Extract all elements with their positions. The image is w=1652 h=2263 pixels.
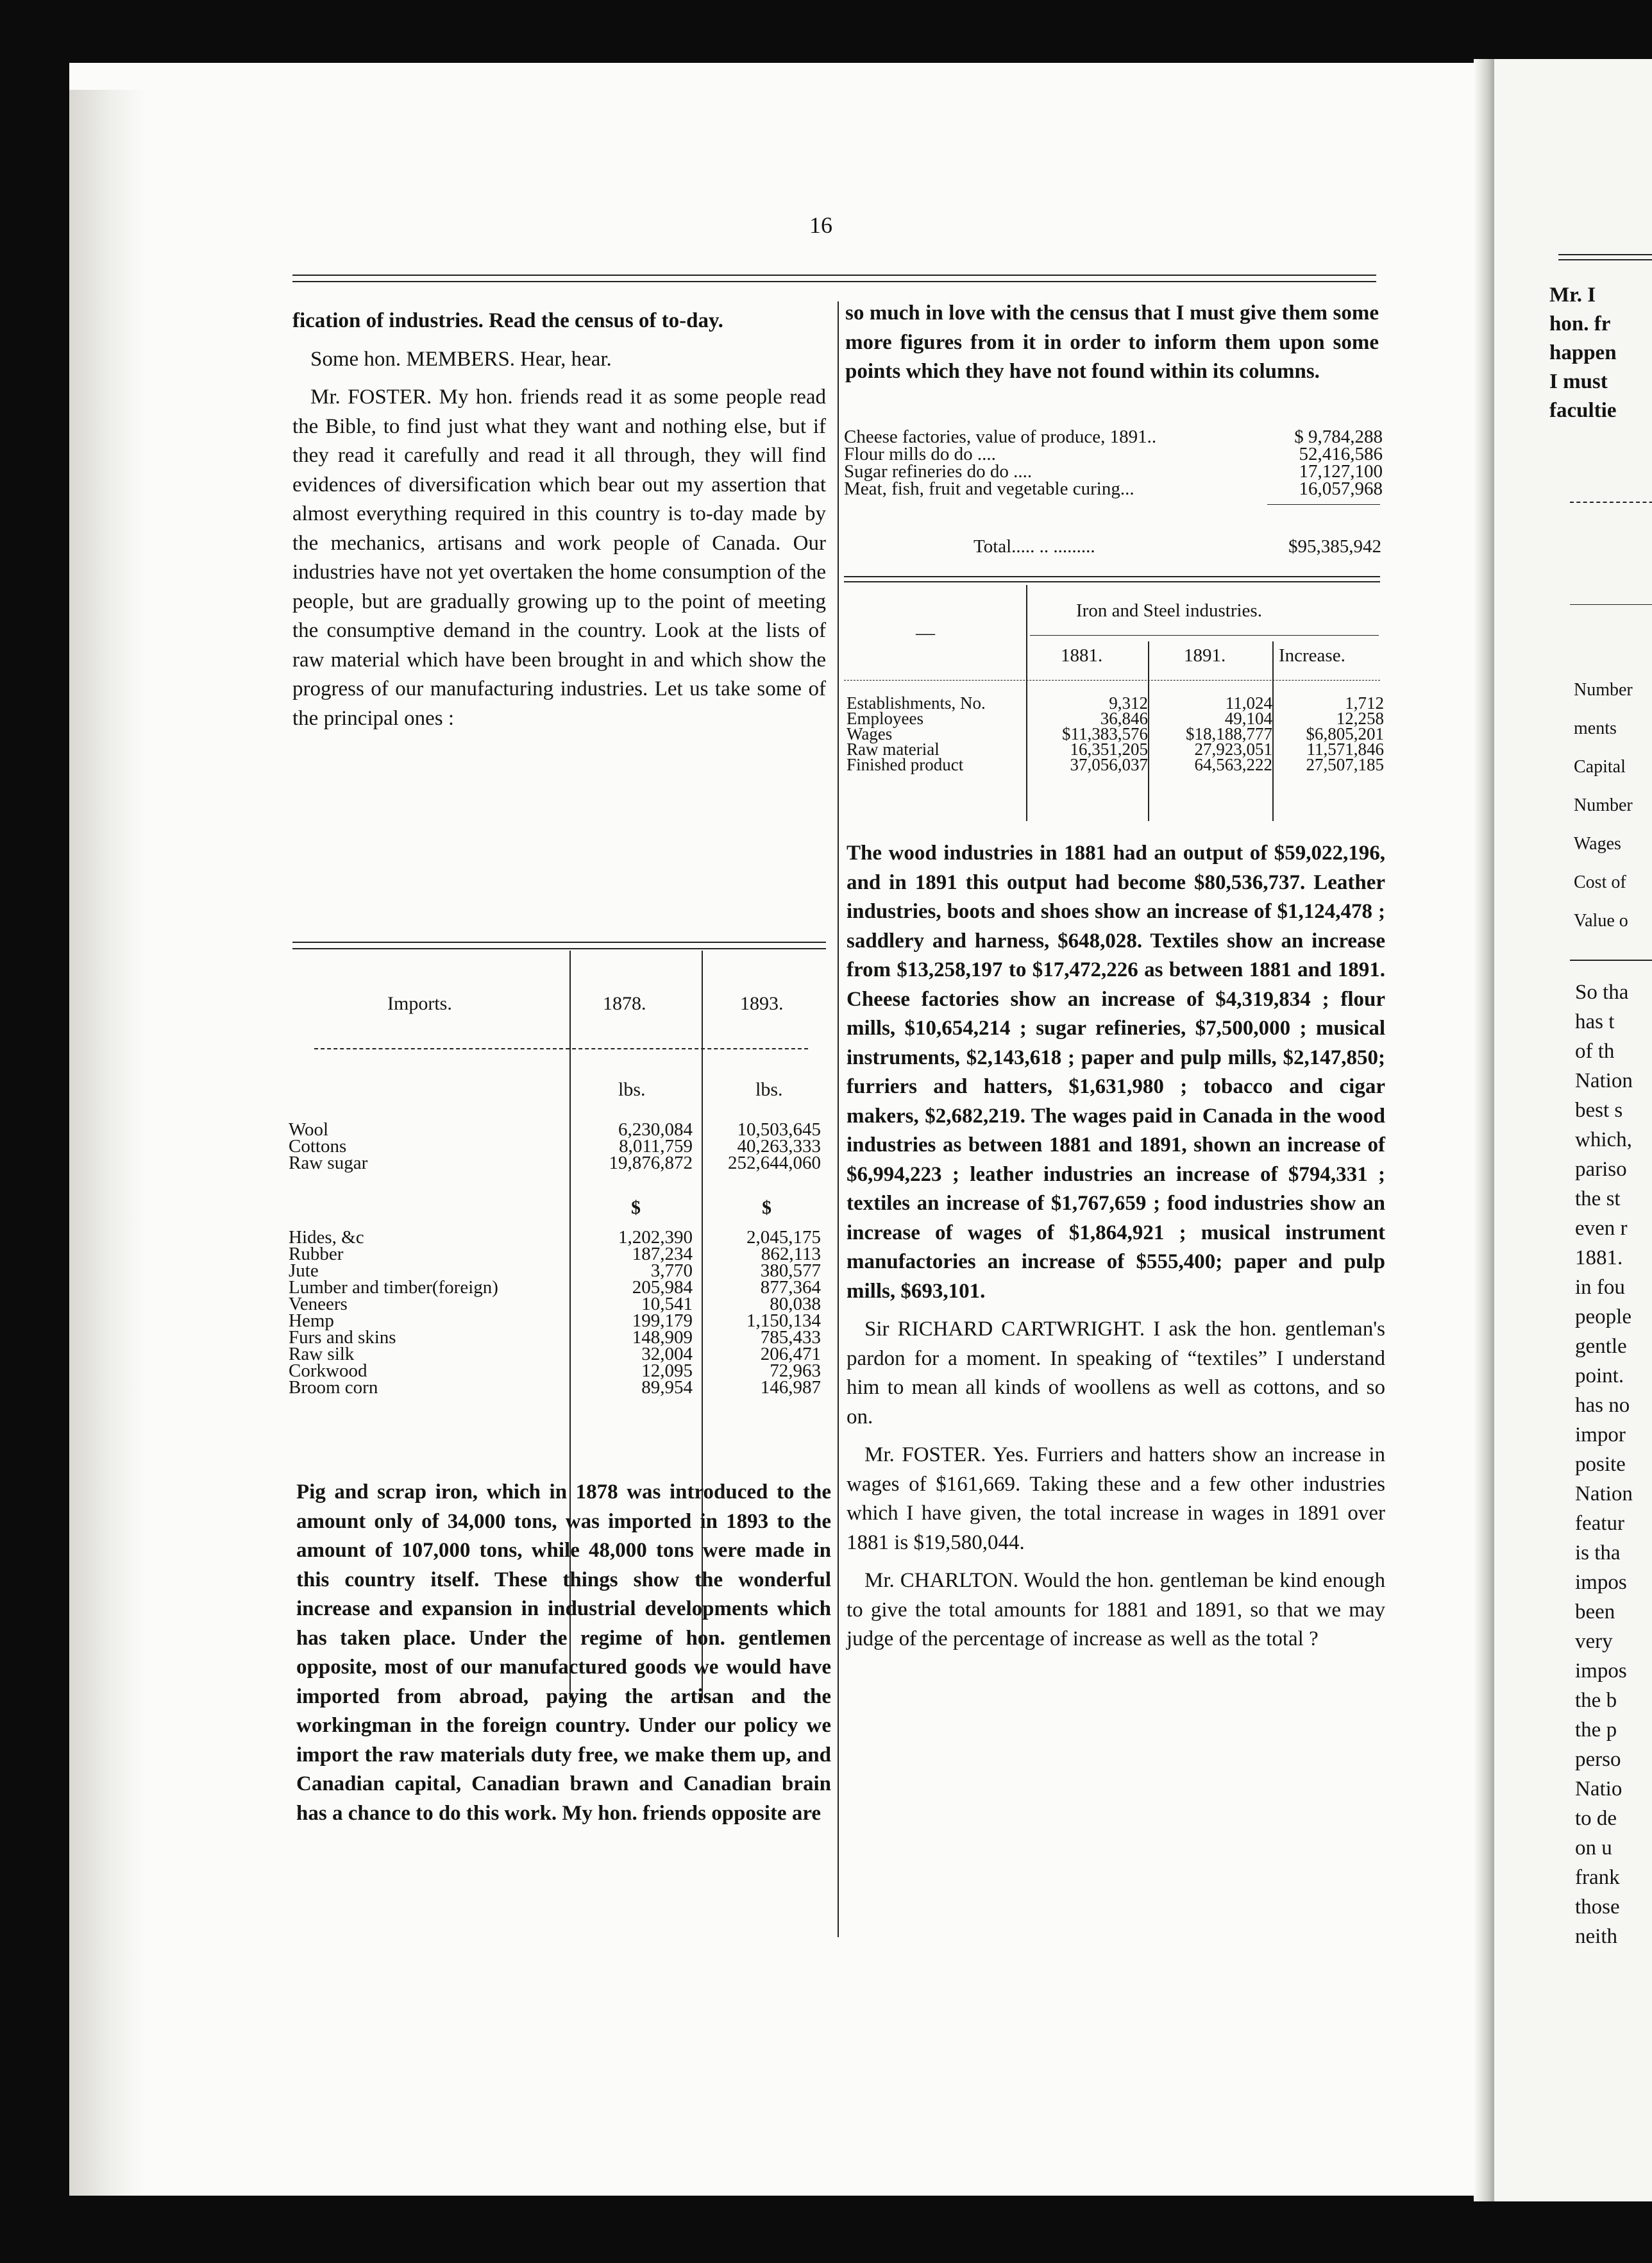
table-row [844, 480, 1383, 498]
text-line: of th [1575, 1040, 1615, 1063]
text-line: facultie [1549, 399, 1617, 422]
row-label: Wool [289, 1119, 329, 1140]
text-line: featur [1575, 1512, 1624, 1535]
table-row [844, 463, 1383, 480]
cell-value: 862,113 [761, 1244, 821, 1264]
row-label: Cottons [289, 1136, 347, 1157]
cell-value: 148,909 [632, 1327, 693, 1348]
middle-column-body [847, 839, 1385, 1654]
cell-value: 11,024 [1225, 693, 1272, 713]
text-line: people [1575, 1305, 1631, 1328]
header-rule [292, 281, 1376, 282]
row-label: Raw sugar [289, 1153, 368, 1173]
text-line: Nation [1575, 1482, 1633, 1505]
paragraph: The wood industries in 1881 had an output of $59,022,196, and in 1891 this output had become $80,536,737. Leather industries, boots and shoes show an increase of $1,124,478 ; saddlery and harness, $648,028. Textiles show an increase from $13,258,197 to $17,472,226 as between 1881 and 1891. Cheese factories show an increase of $4,319,834 ; flour mills, $10,654,214 ; sugar refineries, $7,500,000 ; musical instruments, $2,143,618 ; paper and pulp mills, $2,147,850; furriers and hatters, $1,631,980 ; tobacco and cigar makers, $2,682,219. The wages paid in Canada in the wood industries as between 1881 and 1891, shown an increase of $6,994,223 ; leather industries an increase of $794,331 ; textiles an increase of $1,767,659 ; food industries show an increase of wages of $1,864,921 ; musical instrument manufactories an increase of $555,400; paper and pulp mills, $693,101. [847, 842, 1385, 1303]
row-label: Meat, fish, fruit and vegetable curing... [844, 479, 1134, 499]
cell-value: 3,770 [650, 1260, 693, 1281]
cell-value: 19,876,872 [609, 1153, 693, 1173]
total-rule [1267, 504, 1380, 505]
right-page-bottom-text [1575, 978, 1633, 1951]
text-line: gentle [1575, 1335, 1627, 1358]
unit-label: lbs. [755, 1079, 783, 1100]
cell-value: 52,416,586 [1299, 444, 1383, 464]
row-label: Wages [847, 724, 893, 743]
imports-header: 1878. [603, 993, 646, 1014]
cell-value: 785,433 [760, 1327, 821, 1348]
cell-value: 12,258 [1336, 709, 1384, 728]
cell-value: 16,351,205 [1070, 740, 1148, 759]
row-label: Raw material [847, 740, 940, 759]
text-line: pariso [1575, 1158, 1627, 1181]
paragraph: Mr. CHARLTON. Would the hon. gentleman be kind enough to give the total amounts for 1881 and 1891, so that we may judge of the percentage of increase as well as the total ? [847, 1569, 1385, 1650]
cell-value: 27,923,051 [1194, 740, 1272, 759]
text-line: Mr. I [1549, 284, 1596, 307]
table-row [289, 1155, 821, 1171]
paragraph: Sir RICHARD CARTWRIGHT. I ask the hon. gentleman's pardon for a moment. In speaking of “textiles” I understand him to mean all kinds of woollens as well as cottons, and so on. [847, 1318, 1385, 1428]
cell-value: 11,571,846 [1306, 740, 1384, 759]
header-rule [1558, 259, 1652, 260]
text-line: those [1575, 1895, 1620, 1919]
table-row [289, 1246, 821, 1262]
cell-value: 27,507,185 [1306, 755, 1384, 774]
text-line: hon. fr [1549, 312, 1611, 335]
table-row [289, 1379, 821, 1396]
paragraph: so much in love with the census that I must give them some more figures from it in order to inform them upon some points which they have not found within its columns. [845, 301, 1379, 383]
paragraph: Pig and scrap iron, which in 1878 was introduced to the amount only of 34,000 tons, was imported in 1893 to the amount of 107,000 tons, while 48,000 tons were made in this country itself. These things show the wonderful increase and expansion in industrial developments which has taken place. Under the regime of hon. gentlemen opposite, most of our manufactured goods we would have imported from abroad, paying the artisan and the workingman in the foreign country. Under our policy we import the raw materials duty free, we make them up, and Canadian capital, Canadian brawn and Canadian brain has a chance to do this work. My hon. friends opposite are [296, 1480, 831, 1825]
text-line: Natio [1575, 1777, 1622, 1801]
cell-value: 6,230,084 [618, 1119, 693, 1140]
right-page-table-labels [1574, 671, 1633, 940]
cell-value: 9,312 [1109, 693, 1148, 713]
cell-value: 199,179 [632, 1310, 693, 1331]
table-row [289, 1279, 821, 1296]
text-line: ments [1574, 718, 1617, 738]
left-column-top [292, 307, 826, 733]
cell-value: $11,383,576 [1062, 724, 1148, 743]
cell-value: 380,577 [760, 1260, 821, 1281]
text-line: best s [1575, 1099, 1623, 1122]
table-rule [314, 1048, 808, 1049]
table-rule [1570, 604, 1652, 605]
left-column-bottom [296, 1478, 831, 1828]
table-rule [844, 680, 1380, 681]
text-line: Number [1574, 680, 1633, 700]
text-line: I must [1549, 370, 1608, 393]
cell-value: 16,057,968 [1299, 479, 1383, 499]
paragraph: fication of industries. Read the census of to-day. [292, 309, 723, 332]
row-label: Raw silk [289, 1344, 355, 1364]
table-rule [292, 942, 826, 943]
text-line: neith [1575, 1925, 1617, 1948]
cell-value: 36,846 [1100, 709, 1148, 728]
table-rule [1030, 635, 1379, 636]
text-line: Number [1574, 795, 1633, 815]
text-line: perso [1575, 1748, 1621, 1771]
cell-value: 1,202,390 [618, 1227, 693, 1248]
row-label: Cheese factories, value of produce, 1891.. [844, 427, 1157, 447]
cell-value: 206,471 [760, 1344, 821, 1364]
imports-header: 1893. [740, 993, 784, 1014]
text-line: Value o [1574, 911, 1628, 931]
cell-value: 146,987 [760, 1377, 821, 1398]
cheese-table [844, 428, 1383, 498]
text-line: Nation [1575, 1069, 1633, 1092]
cell-value: 8,011,759 [619, 1136, 693, 1157]
row-label: Broom corn [289, 1377, 378, 1398]
text-line: Capital [1574, 757, 1626, 777]
total-value: $95,385,942 [1288, 536, 1381, 557]
text-line: is tha [1575, 1541, 1621, 1564]
table-row [844, 428, 1383, 446]
cell-value: 252,644,060 [728, 1153, 821, 1173]
unit-label: $ [762, 1197, 771, 1218]
text-line: even r [1575, 1217, 1628, 1240]
cell-value: 1,150,134 [746, 1310, 821, 1331]
text-line: posite [1575, 1453, 1626, 1476]
table-rule [844, 576, 1380, 577]
page-number: 16 [809, 212, 832, 238]
text-line: which, [1575, 1128, 1632, 1151]
row-label: Flour mills do do .... [844, 444, 996, 464]
cell-value: $6,805,201 [1306, 724, 1384, 743]
text-line: Cost of [1574, 872, 1626, 892]
iron-table [845, 695, 1385, 772]
row-label: Hides, &c [289, 1227, 364, 1248]
row-label: Corkwood [289, 1360, 367, 1381]
total-label: Total..... .. ......... [973, 536, 1095, 557]
text-line: impor [1575, 1423, 1626, 1446]
paragraph: Mr. FOSTER. Yes. Furriers and hatters show an increase in wages of $161,669. Taking these and a few other industries which I have given, the total increase in wages in 1891 over 1881 is $19,580,044. [847, 1443, 1385, 1554]
row-label: Establishments, No. [847, 693, 986, 713]
row-label: Employees [847, 709, 923, 728]
text-line: So tha [1575, 981, 1629, 1004]
text-line: the b [1575, 1689, 1617, 1712]
row-label: Veneers [289, 1294, 348, 1314]
cell-value: 80,038 [770, 1294, 821, 1314]
table-row [289, 1346, 821, 1362]
row-label: Rubber [289, 1244, 344, 1264]
table-row [289, 1296, 821, 1312]
row-label: Lumber and timber(foreign) [289, 1277, 498, 1298]
cell-value: 12,095 [641, 1360, 693, 1381]
cell-value: 10,541 [641, 1294, 693, 1314]
unit-label: $ [631, 1197, 641, 1218]
table-row [289, 1229, 821, 1246]
text-line: has no [1575, 1394, 1630, 1417]
iron-header: Increase. [1279, 645, 1345, 666]
text-line: impos [1575, 1659, 1627, 1682]
cell-value: 49,104 [1224, 709, 1272, 728]
text-line: been [1575, 1600, 1615, 1623]
cell-value: 64,563,222 [1194, 755, 1272, 774]
row-label: Finished product [847, 755, 964, 774]
row-label: Sugar refineries do do .... [844, 461, 1032, 482]
paragraph: Some hon. MEMBERS. Hear, hear. [310, 347, 612, 371]
page-edge-shadow [69, 90, 145, 2196]
row-label: Jute [289, 1260, 319, 1281]
cell-value: 187,234 [632, 1244, 693, 1264]
iron-header: 1891. [1184, 645, 1226, 666]
unit-label: lbs. [618, 1079, 646, 1100]
imports-header: Imports. [387, 993, 452, 1014]
dash-mark: — [916, 622, 935, 643]
iron-header: 1881. [1061, 645, 1103, 666]
row-label: Furs and skins [289, 1327, 396, 1348]
text-line: very [1575, 1630, 1613, 1653]
cell-value: $ 9,784,288 [1294, 427, 1383, 447]
table-rule [1570, 502, 1652, 503]
text-line: impos [1575, 1571, 1627, 1594]
text-line: point. [1575, 1364, 1624, 1387]
iron-table-title: Iron and Steel industries. [1076, 600, 1262, 621]
row-label: Hemp [289, 1310, 334, 1331]
right-page-fragment [1494, 59, 1652, 2201]
text-line: the p [1575, 1718, 1617, 1742]
cell-value: 37,056,037 [1070, 755, 1148, 774]
header-rule [292, 275, 1376, 276]
text-line: has t [1575, 1010, 1615, 1033]
cell-value: 10,503,645 [737, 1119, 821, 1140]
table-rule [1570, 960, 1652, 961]
text-line: on u [1575, 1836, 1612, 1860]
cell-value: 2,045,175 [746, 1227, 821, 1248]
imports-table [289, 1229, 821, 1396]
cell-value: 17,127,100 [1299, 461, 1383, 482]
table-row [844, 446, 1383, 463]
imports-table [289, 1121, 821, 1171]
cell-value: $18,188,777 [1186, 724, 1272, 743]
text-line: to de [1575, 1807, 1617, 1830]
cell-value: 877,364 [760, 1277, 821, 1298]
cell-value: 32,004 [641, 1344, 693, 1364]
paragraph: Mr. FOSTER. My hon. friends read it as some people read the Bible, to find just what they want and nothing else, but if they read it carefully and read it all through, they will find evidences of diversification which bear out my assertion that almost everything required in this country is to-day made by the mechanics, artisans and work people of Canada. Our industries have not yet overtaken the home consumption of the people, but are gradually growing up to the point of meeting the consumptive demand in the country. Look at the lists of raw material which have been brought in and which show the progress of our manufacturing industries. Let us take some of the principal ones : [292, 386, 826, 730]
right-page-top-text [1549, 281, 1617, 425]
table-rule [844, 581, 1380, 582]
table-row [289, 1329, 821, 1346]
book-fold [1474, 59, 1497, 2201]
text-line: the st [1575, 1187, 1621, 1210]
cell-value: 205,984 [632, 1277, 693, 1298]
text-line: happen [1549, 341, 1617, 364]
column-divider [838, 301, 839, 1937]
text-line: frank [1575, 1866, 1620, 1889]
cell-value: 89,954 [641, 1377, 693, 1398]
text-line: Wages [1574, 834, 1621, 854]
cell-value: 40,263,333 [737, 1136, 821, 1157]
table-row [845, 757, 1385, 772]
cell-value: 1,712 [1345, 693, 1384, 713]
header-rule [1558, 254, 1652, 255]
middle-column-intro [845, 299, 1379, 387]
text-line: in fou [1575, 1276, 1625, 1299]
cell-value: 72,963 [770, 1360, 821, 1381]
text-line: 1881. [1575, 1246, 1623, 1269]
table-rule [292, 948, 826, 949]
